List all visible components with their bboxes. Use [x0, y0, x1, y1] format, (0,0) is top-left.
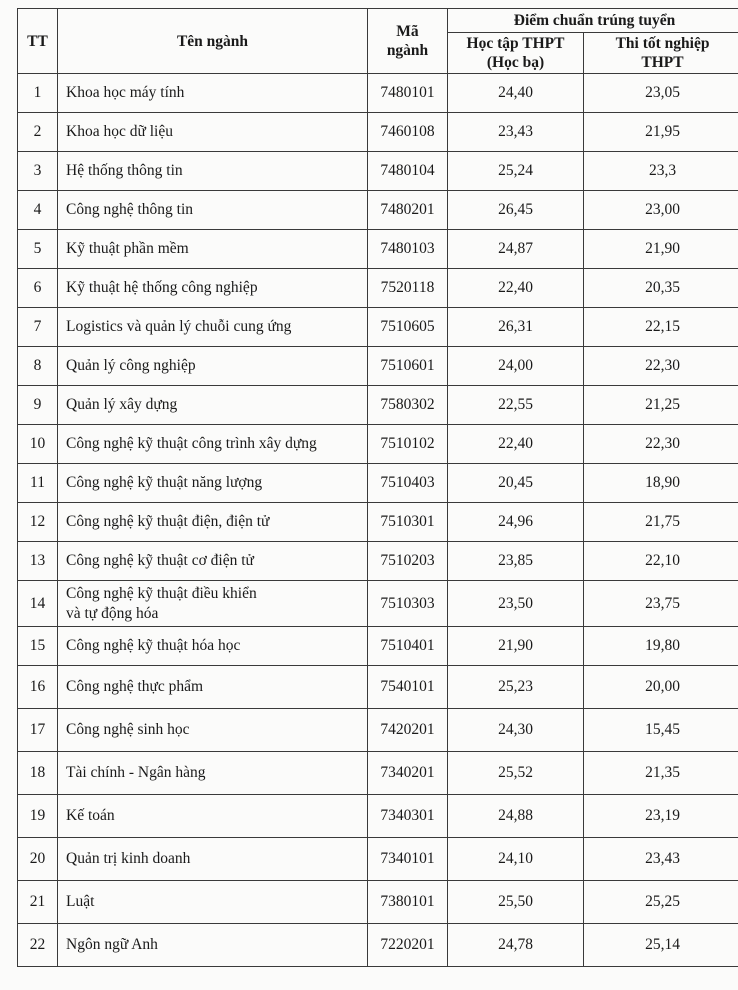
cell-name — [58, 581, 368, 627]
cell-tt: 3 — [18, 152, 58, 191]
table-row — [18, 386, 738, 425]
cell-thpt-score: 21,90 — [584, 230, 738, 269]
table-row — [18, 113, 738, 152]
table-row — [18, 191, 738, 230]
cell-name: Quản lý xây dựng — [58, 386, 368, 425]
cell-tt: 15 — [18, 627, 58, 666]
cell-tt: 20 — [18, 838, 58, 881]
cell-name: Khoa học máy tính — [58, 74, 368, 113]
cell-name-line1: Công nghệ kỹ thuật điều khiển — [66, 584, 257, 602]
cell-thpt-score: 19,80 — [584, 627, 738, 666]
cell-name: Ngôn ngữ Anh — [58, 924, 368, 967]
cell-thpt-score: 20,00 — [584, 666, 738, 709]
cell-tt: 16 — [18, 666, 58, 709]
cell-thpt-score: 20,35 — [584, 269, 738, 308]
cell-name: Khoa học dữ liệu — [58, 113, 368, 152]
cell-thpt-score: 21,25 — [584, 386, 738, 425]
cell-hocba-score: 26,45 — [448, 191, 584, 230]
header-score-group: Điểm chuẩn trúng tuyển — [448, 9, 738, 33]
cell-thpt-score: 25,14 — [584, 924, 738, 967]
table-row — [18, 581, 738, 627]
table-row — [18, 503, 738, 542]
cell-name: Công nghệ thông tin — [58, 191, 368, 230]
cell-tt: 7 — [18, 308, 58, 347]
header-tt: TT — [18, 9, 58, 74]
table-row — [18, 924, 738, 967]
cell-tt: 8 — [18, 347, 58, 386]
cell-code: 7480101 — [368, 74, 448, 113]
cell-thpt-score: 15,45 — [584, 709, 738, 752]
header-thpt-line2: THPT — [641, 54, 684, 71]
header-code-line1: Mã — [396, 23, 419, 40]
cell-tt: 18 — [18, 752, 58, 795]
header-code — [368, 9, 448, 74]
cell-hocba-score: 24,00 — [448, 347, 584, 386]
cell-thpt-score: 21,75 — [584, 503, 738, 542]
cell-hocba-score: 25,50 — [448, 881, 584, 924]
cell-name: Quản trị kinh doanh — [58, 838, 368, 881]
table-row — [18, 666, 738, 709]
table-row — [18, 709, 738, 752]
cell-tt: 13 — [18, 542, 58, 581]
cell-code: 7460108 — [368, 113, 448, 152]
cell-hocba-score: 22,40 — [448, 269, 584, 308]
cell-thpt-score: 18,90 — [584, 464, 738, 503]
cell-name: Công nghệ kỹ thuật công trình xây dựng — [58, 425, 368, 464]
cell-tt: 22 — [18, 924, 58, 967]
table-row — [18, 881, 738, 924]
table-row — [18, 425, 738, 464]
cell-code: 7510203 — [368, 542, 448, 581]
table-row — [18, 795, 738, 838]
cell-hocba-score: 23,50 — [448, 581, 584, 627]
cell-code: 7380101 — [368, 881, 448, 924]
cell-code: 7510605 — [368, 308, 448, 347]
header-hocba-line1: Học tập THPT — [466, 35, 565, 52]
table-row — [18, 269, 738, 308]
cell-tt: 21 — [18, 881, 58, 924]
cell-code: 7520118 — [368, 269, 448, 308]
cell-hocba-score: 24,88 — [448, 795, 584, 838]
cell-code: 7510401 — [368, 627, 448, 666]
cell-name: Công nghệ kỹ thuật năng lượng — [58, 464, 368, 503]
cell-hocba-score: 26,31 — [448, 308, 584, 347]
table-row — [18, 464, 738, 503]
cell-name: Luật — [58, 881, 368, 924]
table-row — [18, 308, 738, 347]
table-row — [18, 230, 738, 269]
cell-hocba-score: 23,85 — [448, 542, 584, 581]
cell-thpt-score: 23,19 — [584, 795, 738, 838]
cell-name: Công nghệ kỹ thuật cơ điện tử — [58, 542, 368, 581]
cell-hocba-score: 25,24 — [448, 152, 584, 191]
cell-tt: 19 — [18, 795, 58, 838]
cell-code: 7480201 — [368, 191, 448, 230]
cell-code: 7340101 — [368, 838, 448, 881]
header-code-line2: ngành — [386, 42, 429, 59]
cell-tt: 2 — [18, 113, 58, 152]
cell-hocba-score: 24,30 — [448, 709, 584, 752]
table-row — [18, 542, 738, 581]
cell-code: 7420201 — [368, 709, 448, 752]
cell-code: 7540101 — [368, 666, 448, 709]
cell-code: 7580302 — [368, 386, 448, 425]
cell-name: Công nghệ kỹ thuật hóa học — [58, 627, 368, 666]
table-row — [18, 752, 738, 795]
cell-hocba-score: 24,96 — [448, 503, 584, 542]
cell-name: Công nghệ kỹ thuật điện, điện tử — [58, 503, 368, 542]
cell-code: 7510601 — [368, 347, 448, 386]
header-thpt — [584, 33, 738, 74]
cell-name: Công nghệ thực phẩm — [58, 666, 368, 709]
cell-hocba-score: 24,87 — [448, 230, 584, 269]
cell-name: Công nghệ sinh học — [58, 709, 368, 752]
cell-name-line2: và tự động hóa — [66, 604, 159, 622]
cell-thpt-score: 23,43 — [584, 838, 738, 881]
table-body — [18, 74, 738, 967]
cell-name: Logistics và quản lý chuỗi cung ứng — [58, 308, 368, 347]
cell-thpt-score: 22,30 — [584, 425, 738, 464]
cell-tt: 14 — [18, 581, 58, 627]
cell-thpt-score: 22,30 — [584, 347, 738, 386]
cell-hocba-score: 25,23 — [448, 666, 584, 709]
cell-hocba-score: 22,40 — [448, 425, 584, 464]
cell-code: 7510303 — [368, 581, 448, 627]
cell-thpt-score: 23,00 — [584, 191, 738, 230]
header-hocba — [448, 33, 584, 74]
cell-hocba-score: 24,40 — [448, 74, 584, 113]
cell-tt: 5 — [18, 230, 58, 269]
cell-hocba-score: 23,43 — [448, 113, 584, 152]
cell-tt: 12 — [18, 503, 58, 542]
cell-thpt-score: 23,75 — [584, 581, 738, 627]
cell-hocba-score: 22,55 — [448, 386, 584, 425]
cell-tt: 9 — [18, 386, 58, 425]
cell-thpt-score: 21,35 — [584, 752, 738, 795]
cell-code: 7480103 — [368, 230, 448, 269]
cell-code: 7510403 — [368, 464, 448, 503]
table-row — [18, 627, 738, 666]
cell-tt: 11 — [18, 464, 58, 503]
cell-hocba-score: 24,10 — [448, 838, 584, 881]
cell-thpt-score: 25,25 — [584, 881, 738, 924]
table-row — [18, 838, 738, 881]
cell-tt: 1 — [18, 74, 58, 113]
cell-code: 7340301 — [368, 795, 448, 838]
cell-tt: 10 — [18, 425, 58, 464]
cell-name: Kỹ thuật phần mềm — [58, 230, 368, 269]
table-row — [18, 74, 738, 113]
cell-name: Kế toán — [58, 795, 368, 838]
cell-code: 7480104 — [368, 152, 448, 191]
cell-hocba-score: 25,52 — [448, 752, 584, 795]
header-row-1 — [18, 9, 738, 33]
cell-thpt-score: 23,3 — [584, 152, 738, 191]
cell-thpt-score: 23,05 — [584, 74, 738, 113]
cell-tt: 17 — [18, 709, 58, 752]
cell-name: Quản lý công nghiệp — [58, 347, 368, 386]
cell-code: 7510301 — [368, 503, 448, 542]
cell-thpt-score: 22,10 — [584, 542, 738, 581]
header-thpt-line1: Thi tốt nghiệp — [615, 35, 710, 52]
cell-name: Kỹ thuật hệ thống công nghiệp — [58, 269, 368, 308]
table-row — [18, 152, 738, 191]
header-hocba-line2: (Học bạ) — [486, 54, 545, 71]
cell-thpt-score: 22,15 — [584, 308, 738, 347]
cell-code: 7340201 — [368, 752, 448, 795]
table-row — [18, 347, 738, 386]
cell-code: 7220201 — [368, 924, 448, 967]
admission-scores-table — [17, 8, 738, 967]
header-name: Tên ngành — [58, 9, 368, 74]
cell-name: Tài chính - Ngân hàng — [58, 752, 368, 795]
cell-tt: 6 — [18, 269, 58, 308]
cell-name: Hệ thống thông tin — [58, 152, 368, 191]
cell-code: 7510102 — [368, 425, 448, 464]
cell-tt: 4 — [18, 191, 58, 230]
cell-hocba-score: 20,45 — [448, 464, 584, 503]
cell-thpt-score: 21,95 — [584, 113, 738, 152]
cell-hocba-score: 24,78 — [448, 924, 584, 967]
cell-hocba-score: 21,90 — [448, 627, 584, 666]
